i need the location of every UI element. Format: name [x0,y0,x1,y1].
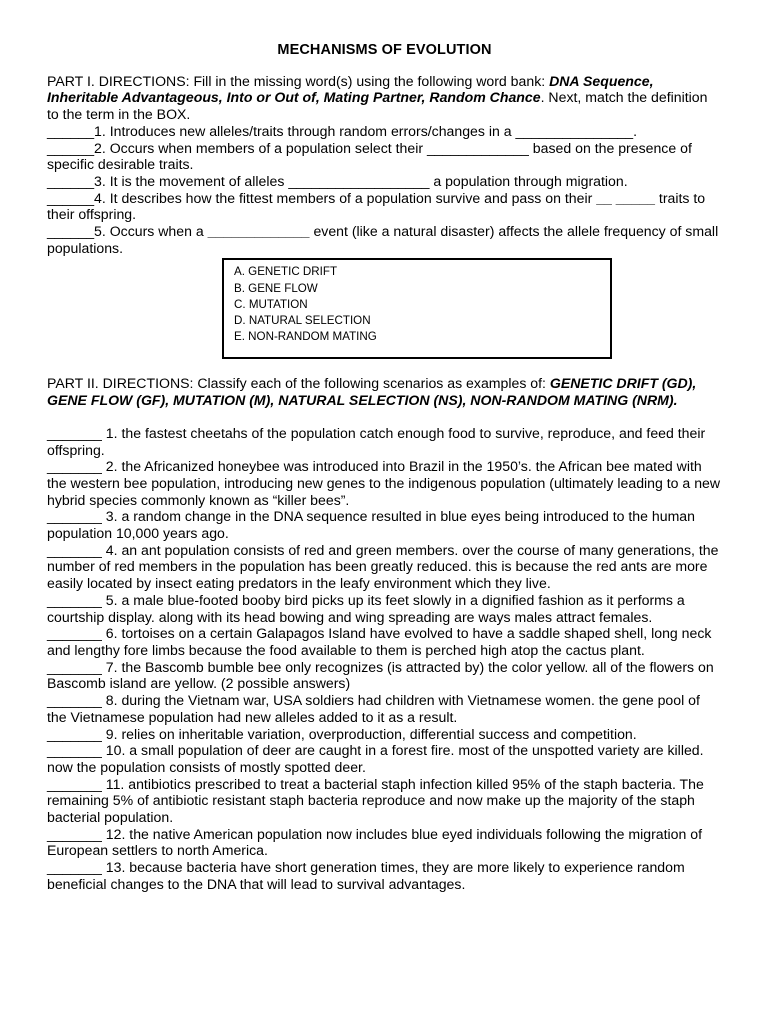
part2-categories: GENETIC DRIFT (GD), GENE FLOW (GF), MUTATION (M), NATURAL SELECTION (NS), NON-RANDOM MATING (NRM). [47,375,697,409]
part1-question-3 [47,173,722,190]
part1-q2-text: ______2. Occurs when members of a population select their [47,139,427,156]
part1-q1-blank[interactable]: _______________ [515,122,634,139]
box-item-mutation: C. MUTATION [234,297,308,311]
part2-question-1[interactable]: _______ 1. the fastest cheetahs of the population catch enough food to survive, reproduce, and feed their offspring. [47,424,706,458]
part2-question-11[interactable]: _______ 11. antibiotics prescribed to treat a bacterial staph infection killed 95% of the staph bacteria. The remaining 5% of antibiotic resistant staph bacteria reproduce and now make up the majority of the staph bacterial population. [47,775,704,826]
part1-q5-text: ______5. Occurs when a [47,223,208,240]
part2-question-13[interactable]: _______ 13. because bacteria have short generation times, they are more likely to experience random beneficial changes to the DNA that will lead to survival advantages. [47,859,685,892]
part1-q2-end: based on the presence of specific desirable traits. [47,139,692,173]
part2-directions [47,375,722,408]
part2-question-7[interactable]: _______ 7. the Bascomb bumble bee only recognizes (is attracted by) the color yellow. all of the flowers on Bascomb island are yellow. (2 possible answers) [47,658,714,692]
part2-question-4[interactable]: _______ 4. an ant population consists of red and green members. over the course of many generations, the number of red members in the population has been greatly reduced. this is because the red ants are more easily located by insect eating predators in the leafy environment which they live. [47,541,719,592]
part1-q2-blank[interactable]: _____________ [426,139,529,156]
part1-question-2 [47,140,722,173]
spacer [47,359,722,375]
part2-question-8[interactable]: _______ 8. during the Vietnam war, USA soldiers had children with Vietnamese women. the gene pool of the Vietnamese population had new alleles added to it as a result. [47,692,700,725]
answer-box [222,258,612,359]
part1-q4-blank[interactable]: __ _____ [596,189,655,206]
part1-directions-lead: PART I. DIRECTIONS: Fill in the missing word(s) using the following word bank: [47,72,550,89]
box-item-gene-flow: B. GENE FLOW [234,281,318,295]
page-title: MECHANISMS OF EVOLUTION [277,42,492,58]
part2-question-12[interactable]: _______ 12. the native American population now includes blue eyed individuals following the migration of European settlers to north America. [47,825,703,859]
part2-question-3[interactable]: _______ 3. a random change in the DNA sequence resulted in blue eyes being introduced to the human population 10,000 years ago. [47,508,695,542]
box-item-genetic-drift: A. GENETIC DRIFT [234,265,338,279]
part2-question-6[interactable]: _______ 6. tortoises on a certain Galapagos Island have evolved to have a saddle shaped shell, long neck and lengthy fore limbs because the food available to them is perched high atop the cactus plant. [47,625,712,658]
part1-q3-end: a population through migration. [429,172,628,189]
box-item-non-random-mating: E. NON-RANDOM MATING [234,330,377,344]
part2-directions-lead: PART II. DIRECTIONS: Classify each of the following scenarios as examples of: [47,375,550,392]
part1-question-4 [47,190,722,223]
word-bank: DNA Sequence, Inheritable Advantageous, Into or Out of, Mating Partner, Random Chance [47,72,654,106]
part1-q4-end: traits to their offspring. [47,189,706,223]
part2-question-2[interactable]: _______ 2. the Africanized honeybee was introduced into Brazil in the 1950’s. the African bee mated with the western bee population, introducing new genes to the indigenous population (ultimately leading to a new hybrid species commonly known as “killer bees”. [47,458,721,508]
box-item-natural-selection: D. NATURAL SELECTION [234,314,371,328]
part1-q5-end: event (like a natural disaster) affects the allele frequency of small populations. [47,223,719,256]
part1-q5-blank[interactable]: _____________ [207,223,310,240]
part1-q1-text: ______1. Introduces new alleles/traits through random errors/changes in a [47,122,516,139]
spacer [47,409,722,425]
part1-question-5 [47,223,722,256]
part1-q3-blank[interactable]: __________________ [288,172,430,189]
part1-q1-end: . [633,122,638,139]
part2-question-10[interactable]: _______ 10. a small population of deer are caught in a forest fire. most of the unspotted variety are killed. now the population consists of mostly spotted deer. [47,742,704,775]
part2-question-5[interactable]: _______ 5. a male blue-footed booby bird picks up its feet slowly in a dignified fashion as it performs a courtship display. along with its head bowing and wing spreading are ways males attract females. [47,591,685,625]
part1-q4-text: ______4. It describes how the fittest members of a population survive and pass on their [47,189,597,206]
part1-directions [47,73,722,123]
part1-directions-tail: . Next, match the definition to the term in the BOX. [47,89,708,123]
part1-q3-text: ______3. It is the movement of alleles [47,172,289,189]
part1-question-1 [47,123,722,140]
part2-question-9[interactable]: _______ 9. relies on inheritable variation, overproduction, differential success and competition. [47,725,637,742]
